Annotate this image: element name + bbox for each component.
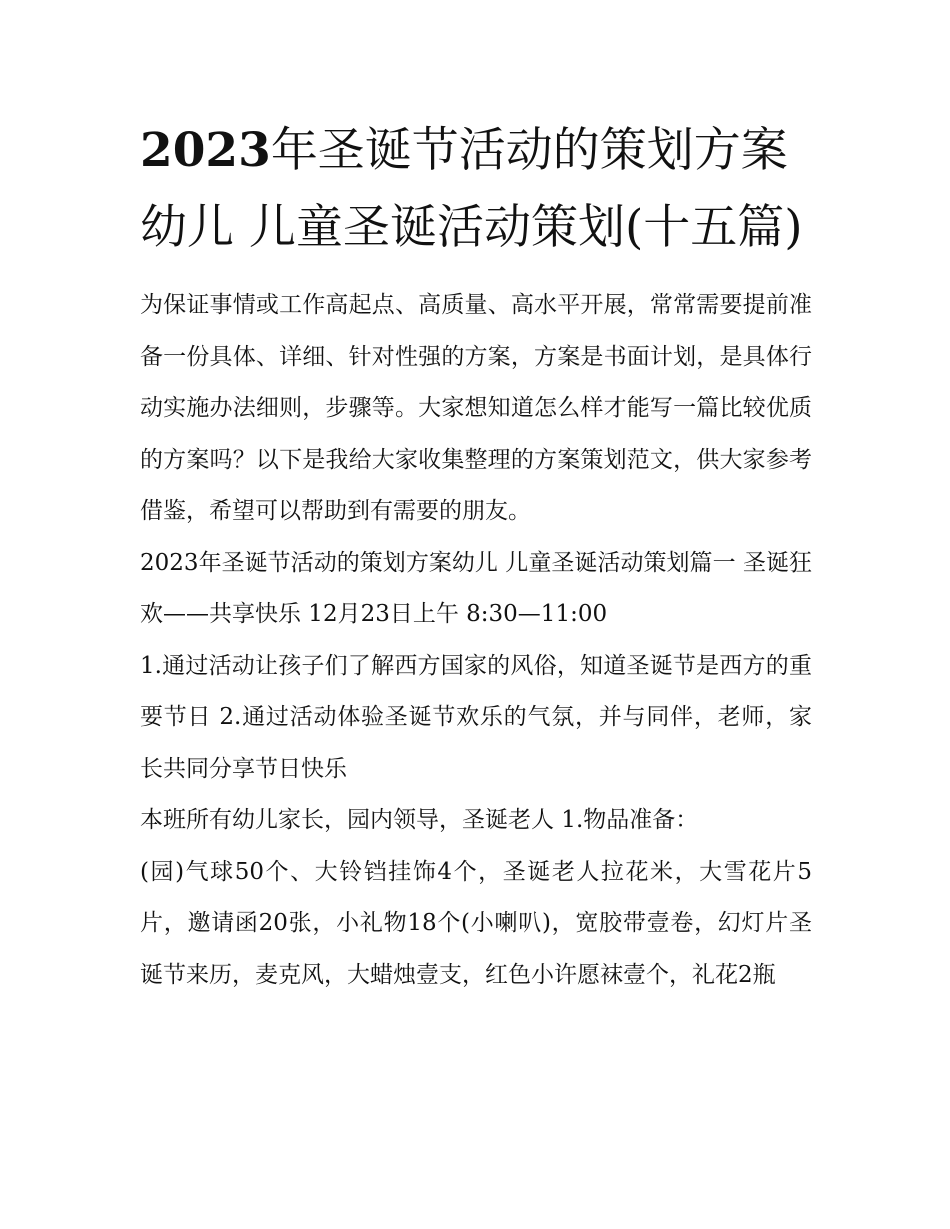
materials-paragraph: (园)气球50个、大铃铛挂饰4个，圣诞老人拉花米，大雪花片5片，邀请函20张，小礼物18个(小喇叭)，宽胶带壹卷，幻灯片圣诞节来历，麦克风，大蜡烛壹支，红色小许愿袜壹个，礼花2瓶 bbox=[140, 858, 812, 988]
document-page bbox=[140, 112, 812, 1001]
intro-paragraph: 为保证事情或工作高起点、高质量、高水平开展，常常需要提前准备一份具体、详细、针对性强的方案，方案是书面计划，是具体行动实施办法细则，步骤等。大家想知道怎么样才能写一篇比较优质的方案吗？以下是我给大家收集整理的方案策划范文，供大家参考借鉴，希望可以帮助到有需要的朋友。 bbox=[140, 292, 812, 524]
title-text: 年圣诞节活动的策划方案幼儿 儿童圣诞活动策划(十五篇) bbox=[140, 123, 803, 255]
document-title bbox=[140, 112, 812, 266]
title-year: 2023 bbox=[140, 123, 271, 178]
goals-paragraph: 1.通过活动让孩子们了解西方国家的风俗，知道圣诞节是西方的重要节日 2.通过活动体验圣诞节欢乐的气氛，并与同伴，老师，家长共同分享节日快乐 bbox=[140, 652, 812, 782]
participants-paragraph: 本班所有幼儿家长，园内领导，圣诞老人 1.物品准备： bbox=[140, 807, 699, 833]
activity-heading-paragraph: 2023年圣诞节活动的策划方案幼儿 儿童圣诞活动策划篇一 圣诞狂欢——共享快乐 12月23日上午 8:30—11:00 bbox=[140, 549, 812, 627]
